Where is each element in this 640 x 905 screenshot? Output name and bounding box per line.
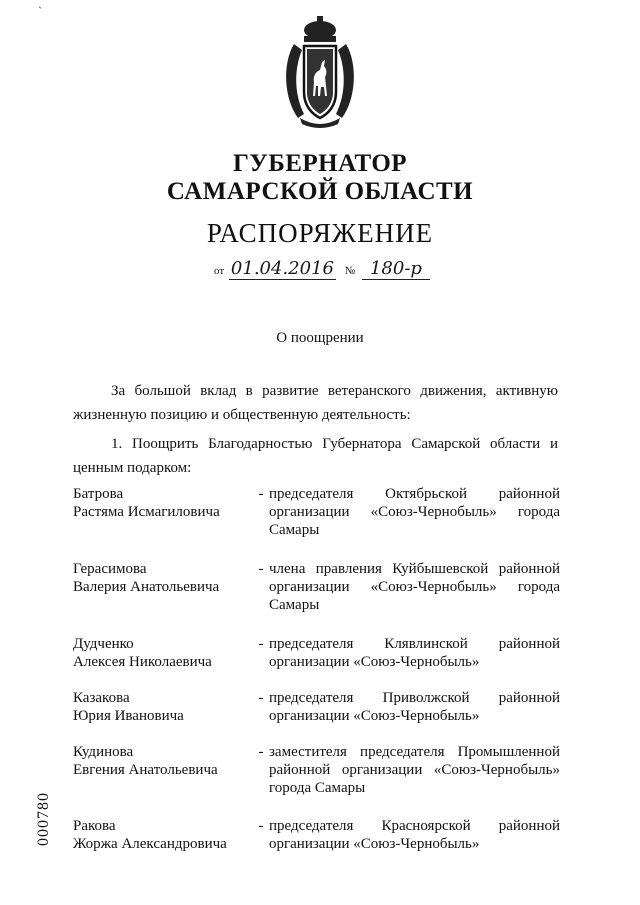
document-type-title: РАСПОРЯЖЕНИЕ: [206, 218, 434, 248]
awardee-row: Ракова Жоржа Александровича - председателя Красноярской районной организации «Союз-Чернобыль»: [73, 818, 560, 852]
date-label: от: [214, 265, 225, 277]
awardee-row: Кудинова Евгения Анатольевича - заместителя председателя Промышленной районной организации «Союз-Чернобыль» города Самары: [73, 744, 560, 796]
awardee-role: председателя Красноярской районной организации «Союз-Чернобыль»: [269, 818, 560, 852]
awardee-role: члена правления Куйбышевской районной организации «Союз-Чернобыль» города Самары: [269, 561, 560, 613]
awardee-list: [73, 485, 560, 853]
date-number-line: [214, 258, 430, 280]
awardee-row: Батрова Растяма Исмагиловича - председателя Октябрьской районной организации «Союз-Чернобыль» города Самары: [73, 486, 560, 538]
awardee-name: Казакова Юрия Ивановича: [73, 690, 184, 724]
awardee-name: Герасимова Валерия Анатольевича: [73, 561, 220, 595]
awardee-role: председателя Октябрьской районной организации «Союз-Чернобыль» города Самары: [269, 486, 560, 538]
issuer-title-line1: ГУБЕРНАТОР: [232, 150, 408, 177]
awardee-row: Казакова Юрия Ивановича - председателя Приволжской районной организации «Союз-Чернобыль»: [73, 690, 560, 724]
document-subject: О поощрении: [276, 330, 364, 346]
scan-mark: ˋ: [38, 4, 42, 18]
clause-1-paragraph: 1. Поощрить Благодарностью Губернатора Самарской области и ценным подарком:: [73, 436, 558, 476]
preamble-paragraph: За большой вклад в развитие ветеранского движения, активную жизненную позицию и общественную деятельность:: [73, 383, 558, 423]
samara-coat-of-arms-icon: [280, 14, 360, 132]
registration-number: 000780: [35, 792, 52, 846]
number-label: №: [344, 265, 356, 277]
awardee-name: Батрова Растяма Исмагиловича: [73, 486, 220, 520]
awardee-name: Кудинова Евгения Анатольевича: [73, 744, 218, 778]
document-date: 01.04.2016: [230, 258, 334, 279]
awardee-role: заместителя председателя Промышленной районной организации «Союз-Чернобыль» города Самары: [269, 744, 560, 796]
awardee-name: Ракова Жоржа Александровича: [73, 818, 227, 852]
issuer-title-line2: САМАРСКОЙ ОБЛАСТИ: [166, 178, 474, 205]
awardee-name: Дудченко Алексея Николаевича: [73, 636, 212, 670]
document-number: 180-р: [369, 258, 422, 279]
awardee-row: Дудченко Алексея Николаевича - председателя Клявлинской районной организации «Союз-Чернобыль»: [73, 636, 560, 670]
awardee-role: председателя Клявлинской районной организации «Союз-Чернобыль»: [269, 636, 560, 670]
awardee-row: Герасимова Валерия Анатольевича - члена правления Куйбышевской районной организации «Союз-Чернобыль» города Самары: [73, 561, 560, 613]
awardee-role: председателя Приволжской районной организации «Союз-Чернобыль»: [269, 690, 560, 724]
